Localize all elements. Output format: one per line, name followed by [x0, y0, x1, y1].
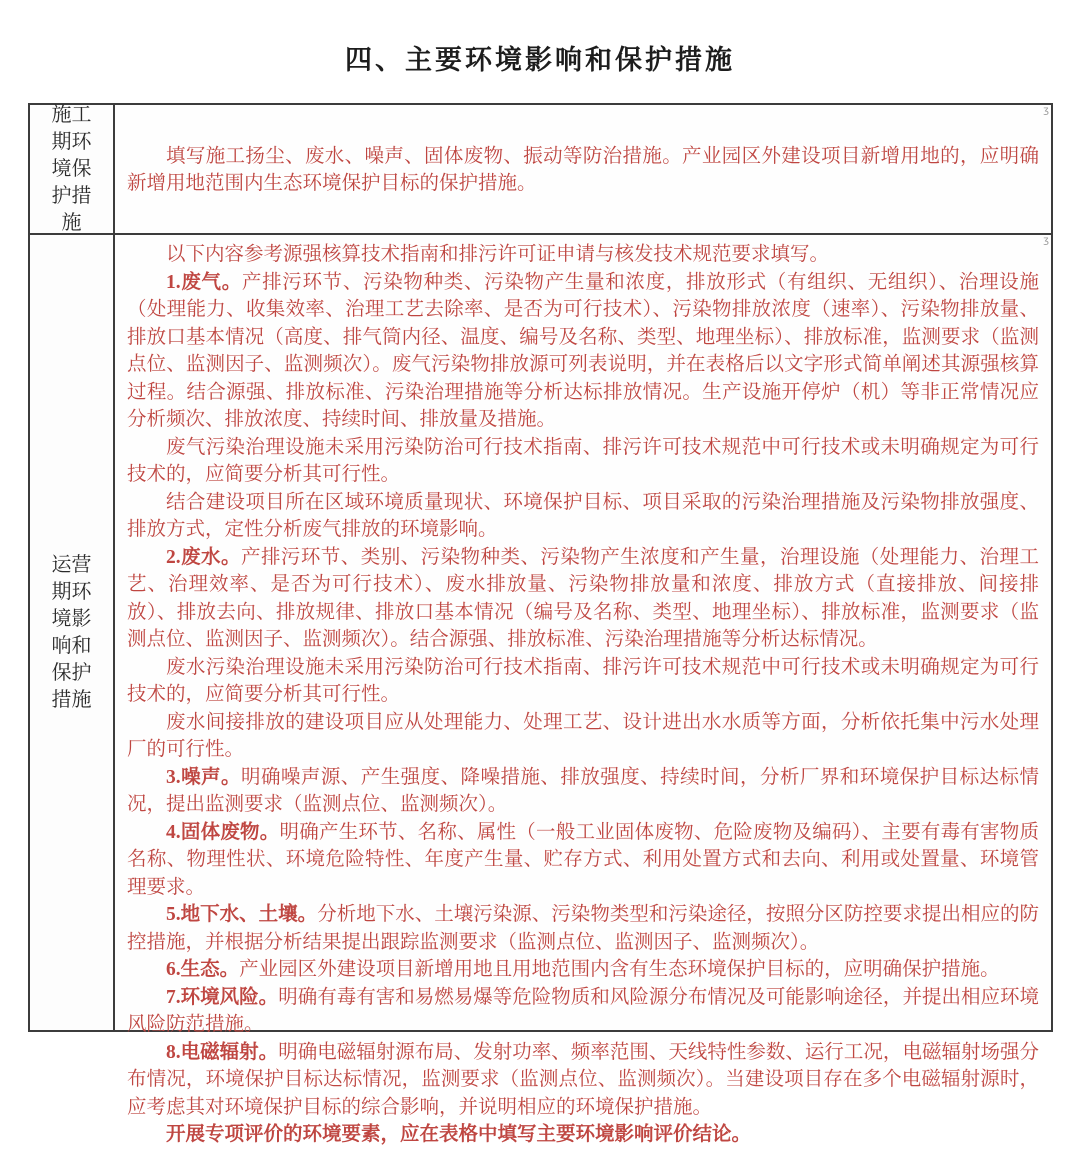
- paragraph-lead: 7.环境风险。: [166, 986, 279, 1008]
- row-body-construction-period: [115, 105, 1051, 233]
- paragraph-lead: 6.生态。: [166, 959, 240, 980]
- paragraph-text: 产排污环节、污染物种类、污染物产生量和浓度，排放形式（有组织、无组织）、治理设施（处理能力、收集效率、治理工艺去除率、是否为可行技术）、污染物排放浓度（速率）、污染物排放量、排放口基本情况（高度、排气筒内径、温度、编号及名称、类型、地理坐标）、排放标准，监测要求（监测点位、监测因子、监测频次）。废气污染物排放源可列表说明，并在表格后以文字形式简单阐述其源强核算过程。结合源强、排放标准、污染治理措施等分析达标排放情况。生产设施开停炉（机）等非正常情况应分析频次、排放浓度、持续时间、排放量及措施。: [127, 271, 1039, 430]
- paragraph-intro: [127, 241, 1039, 269]
- paragraph-electromagnetic-radiation: [127, 1039, 1039, 1122]
- page-title: 四、主要环境影响和保护措施: [345, 45, 735, 75]
- paragraph-text: 明确电磁辐射源布局、发射功率、频率范围、天线特性参数、运行工况，电磁辐射场强分布情况，环境保护目标达标情况，监测要求（监测点位、监测频次）。当建设项目存在多个电磁辐射源时，应考虑其对环境保护目标的综合影响，并说明相应的环境保护措施。: [127, 1041, 1039, 1118]
- paragraph-text: 产排污环节、类别、污染物种类、污染物产生浓度和产生量，治理设施（处理能力、治理工艺、治理效率、是否为可行技术）、废水排放量、污染物排放量和浓度、排放方式（直接排放、间接排放）、排放去向、排放规律、排放口基本情况（编号及名称、类型、地理坐标）、排放标准，监测要求（监测点位、监测因子、监测频次）。结合源强、排放标准、污染治理措施等分析达标情况。: [127, 546, 1039, 650]
- paragraph-text: 废水间接排放的建设项目应从处理能力、处理工艺、设计进出水水质等方面，分析依托集中污水处理厂的可行性。: [127, 711, 1039, 760]
- table-row-construction-period: [30, 105, 1051, 233]
- cell-corner-mark: ʒ: [1043, 105, 1049, 116]
- paragraph-lead: 3.噪声。: [166, 766, 241, 788]
- paragraph-text: 填写施工扬尘、废水、噪声、固体废物、振动等防治措施。产业园区外建设项目新增用地的，应明确新增用地范围内生态环境保护目标的保护措施。: [127, 145, 1039, 194]
- table-row-operation-period: [30, 233, 1051, 1145]
- paragraph-text: 以下内容参考源强核算技术指南和排污许可证申请与核发技术规范要求填写。: [166, 244, 830, 265]
- paragraph-groundwater-soil: [127, 901, 1039, 956]
- paragraph-text: 废气污染治理设施未采用污染防治可行技术指南、排污许可技术规范中可行技术或未明确规定为可行技术的，应简要分析其可行性。: [127, 436, 1039, 485]
- paragraph-text: 分析地下水、土壤污染源、污染物类型和污染途径，按照分区防控要求提出相应的防控措施，并根据分析结果提出跟踪监测要求（监测点位、监测因子、监测频次）。: [127, 904, 1039, 953]
- paragraph-lead: 2.废水。: [166, 546, 241, 568]
- paragraph-text: 明确产生环节、名称、属性（一般工业固体废物、危险废物及编码）、主要有毒有害物质名称、物理性状、环境危险特性、年度产生量、贮存方式、利用处置方式和去向、利用或处置量、环境管理要求。: [127, 821, 1039, 898]
- row-header-construction-period: [30, 105, 115, 233]
- paragraph-text: 开展专项评价的环境要素，应在表格中填写主要环境影响评价结论。: [166, 1124, 752, 1145]
- paragraph-waste-water-feasibility: [127, 654, 1039, 709]
- paragraph-text: 明确噪声源、产生强度、降噪措施、排放强度、持续时间，分析厂界和环境保护目标达标情况，提出监测要求（监测点位、监测频次）。: [127, 766, 1039, 815]
- paragraph-lead: 5.地下水、土壤。: [166, 904, 318, 925]
- paragraph-environmental-risk: [127, 984, 1039, 1039]
- row-header-text: 运营期环境影响和保护措施: [51, 553, 92, 711]
- paragraph-ecology: [127, 956, 1039, 984]
- paragraph-text: 结合建设项目所在区域环境质量现状、环境保护目标、项目采取的污染治理措施及污染物排放强度、排放方式，定性分析废气排放的环境影响。: [127, 491, 1039, 540]
- row-header-operation-period: [30, 235, 115, 1030]
- paragraph-waste-water-indirect: [127, 709, 1039, 764]
- paragraph-lead: 4.固体废物。: [166, 821, 280, 843]
- environment-measures-table: [28, 103, 1053, 1145]
- row-header-text: 施工期环境保护措施: [51, 103, 92, 234]
- paragraph-waste-gas: [127, 269, 1039, 434]
- paragraph-waste-gas-impact: [127, 489, 1039, 544]
- paragraph-noise: [127, 764, 1039, 819]
- cell-corner-mark: ʒ: [1043, 235, 1049, 246]
- paragraph-waste-water: [127, 544, 1039, 654]
- paragraph-lead: 8.电磁辐射。: [166, 1041, 279, 1063]
- paragraph-text: 明确有毒有害和易燃易爆等危险物质和风险源分布情况及可能影响途径，并提出相应环境风险防范措施。: [127, 986, 1039, 1035]
- paragraph: [127, 143, 1039, 198]
- paragraph-waste-gas-feasibility: [127, 434, 1039, 489]
- paragraph-solid-waste: [127, 819, 1039, 902]
- paragraph-special-evaluation-conclusion: [127, 1121, 1039, 1149]
- paragraph-text: 产业园区外建设项目新增用地且用地范围内含有生态环境保护目标的，应明确保护措施。: [239, 959, 1000, 980]
- row-body-operation-period: [115, 235, 1051, 1145]
- paragraph-lead: 1.废气。: [166, 271, 242, 293]
- paragraph-text: 废水污染治理设施未采用污染防治可行技术指南、排污许可技术规范中可行技术或未明确规定为可行技术的，应简要分析其可行性。: [127, 656, 1039, 705]
